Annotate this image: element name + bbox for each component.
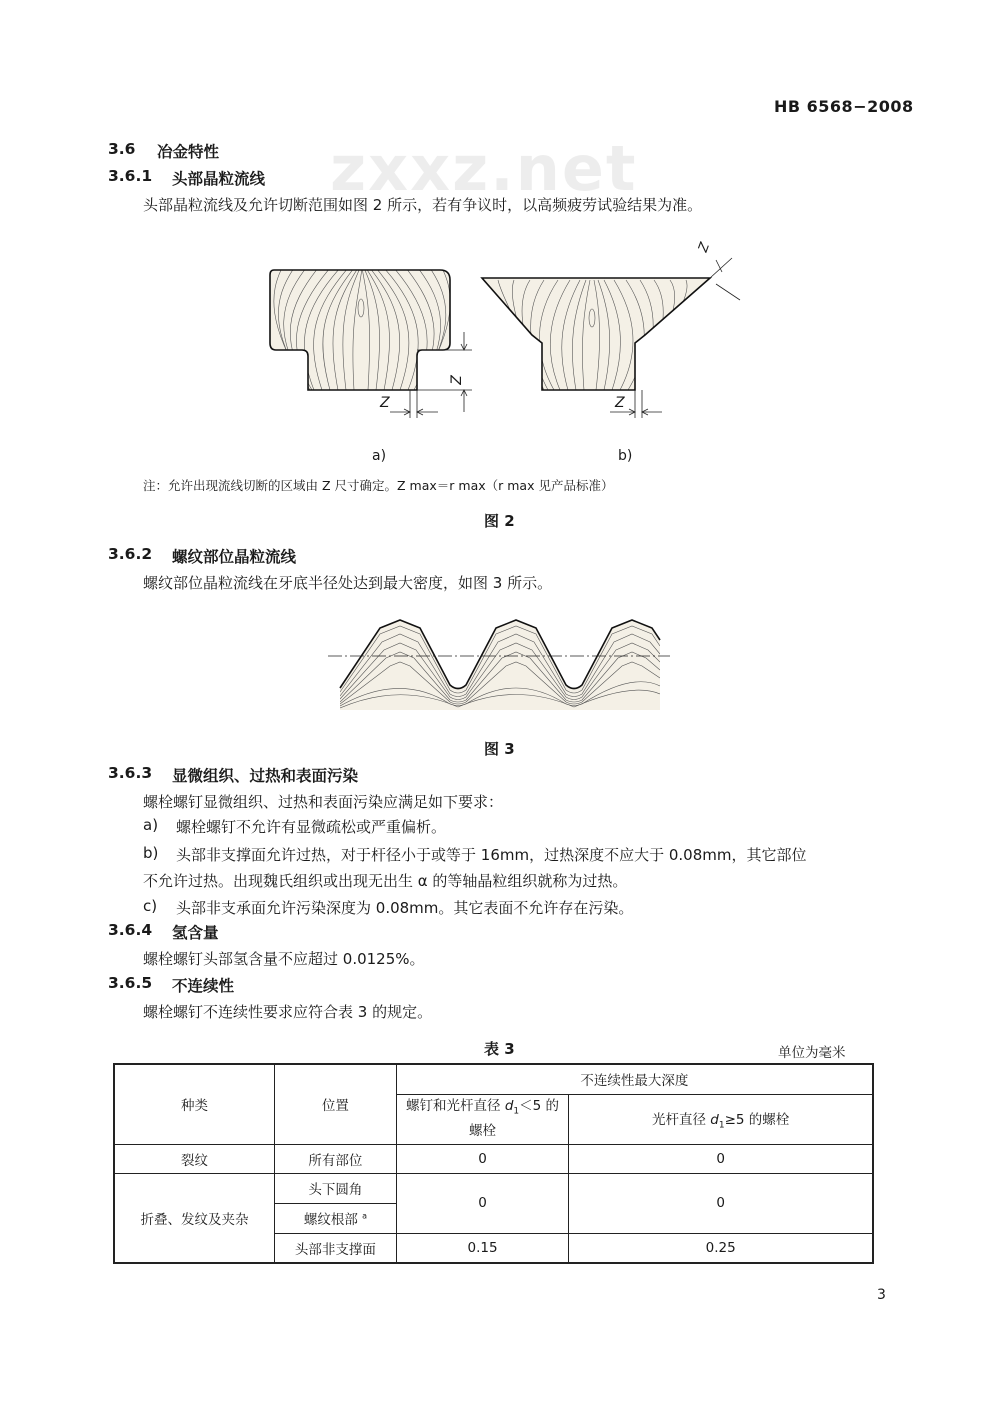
fig3-caption: 图 3 [484,740,515,758]
cell-fold-v2: 0 [569,1173,873,1233]
cell-pos-under-head: 头下圆角 [275,1173,397,1203]
header-col-large-sub: 1 [718,1120,725,1131]
table-row-fold-1 [114,1173,873,1203]
item-b-continuation: 不允许过热。出现魏氏组织或出现无出生 α 的等轴晶粒组织就称为过热。 [143,872,628,890]
fig2-label-b: b) [618,448,633,464]
header-col-large-d: d [710,1111,719,1128]
fig2-z-label-a-bottom: Z [380,395,390,411]
cell-kind-fold: 折叠、发纹及夹杂 [114,1173,275,1263]
section-3-6-1-number: 3.6.1 [108,167,153,185]
item-b-label: b) [143,844,159,862]
section-3-6-4-text: 螺栓螺钉头部氢含量不应超过 0.0125%。 [143,950,425,968]
figure-3 [320,610,680,720]
header-col-small-d: d [504,1098,514,1115]
table-3 [113,1063,874,1264]
page-number: 3 [877,1287,886,1303]
header-position: 位置 [275,1064,397,1144]
fig2-z-label-b-top: Z [695,240,714,255]
standard-code: HB 6568−2008 [774,97,914,116]
cell-crack-v2: 0 [569,1144,873,1173]
section-3-6-4-title: 氢含量 [172,924,219,942]
section-3-6-5-text: 螺栓螺钉不连续性要求应符合表 3 的规定。 [143,1003,433,1021]
item-c-label: c) [143,897,158,915]
section-3-6-1-text: 头部晶粒流线及允许切断范围如图 2 所示，若有争议时，以高频疲劳试验结果为准。 [143,196,703,214]
section-3-6-number: 3.6 [108,140,136,158]
item-a-label: a) [143,816,159,834]
item-c-text: 头部非支承面允许污染深度为 0.08mm。其它表面不允许存在污染。 [176,899,634,917]
header-col-small-sub: 1 [513,1106,520,1117]
cell-pos-all: 所有部位 [275,1144,397,1173]
figure-2 [250,240,760,470]
cell-pos-thread-root [275,1203,397,1233]
header-col-large-text-b: ≥5 的螺栓 [724,1111,790,1128]
fig2-label-a: a) [372,448,387,464]
item-b-text: 头部非支撑面允许过热，对于杆径小于或等于 16mm，过热深度不应大于 0.08mm，其它部位 [176,846,807,864]
cell-nonbearing-v2: 0.25 [569,1233,873,1263]
cell-crack-v1: 0 [396,1144,569,1173]
table-header-row-1 [114,1064,873,1094]
cell-kind-crack: 裂纹 [114,1144,275,1173]
section-3-6-1-title: 头部晶粒流线 [172,170,266,188]
grain-flow-lines-a [265,265,465,395]
thread-grain-lines [340,615,660,715]
fig2-note: 注：允许出现流线切断的区域由 Z 尺寸确定。Z max＝r max（r max 见产品标准） [143,478,614,493]
section-3-6-5-title: 不连续性 [172,977,235,995]
section-3-6-3-number: 3.6.3 [108,764,153,782]
cell-pos-head-nonbearing: 头部非支撑面 [275,1233,397,1263]
table3-unit: 单位为毫米 [778,1045,846,1061]
table3-title: 表 3 [484,1040,515,1058]
section-3-6-4-number: 3.6.4 [108,921,153,939]
cell-nonbearing-v1: 0.15 [396,1233,569,1263]
cell-pos-thread-root-footnote: a [362,1211,368,1221]
table-row-crack [114,1144,873,1173]
item-a-text: 螺栓螺钉不允许有显微疏松或严重偏析。 [176,818,447,836]
section-3-6-3-title: 显微组织、过热和表面污染 [172,767,359,785]
header-col-small-text-b: ＜5 的 [519,1098,560,1115]
fig2-caption: 图 2 [484,512,515,530]
fig2-z-label-a-side: Z [448,375,465,385]
header-col-large-diameter [569,1094,873,1144]
header-col-small-diameter [396,1094,569,1144]
watermark: zxxz.net [330,132,638,205]
section-3-6-2-text: 螺纹部位晶粒流线在牙底半径处达到最大密度，如图 3 所示。 [143,574,553,592]
header-max-depth: 不连续性最大深度 [396,1064,873,1094]
grain-flow-lines-b [475,270,715,395]
cell-fold-v1: 0 [396,1173,569,1233]
fig2-z-label-b-bottom: Z [615,395,625,411]
section-3-6-2-number: 3.6.2 [108,545,153,563]
header-kind: 种类 [114,1064,275,1144]
section-3-6-title: 冶金特性 [157,143,220,161]
header-col-small-text-c: 螺栓 [469,1122,497,1139]
section-3-6-3-intro: 螺栓螺钉显微组织、过热和表面污染应满足如下要求： [143,793,504,811]
cell-pos-thread-root-text: 螺纹根部 [303,1212,358,1228]
section-3-6-5-number: 3.6.5 [108,974,153,992]
section-3-6-2-title: 螺纹部位晶粒流线 [172,548,297,566]
header-col-small-text-a: 螺钉和光杆直径 [406,1098,505,1115]
header-col-large-text-a: 光杆直径 [652,1111,711,1128]
